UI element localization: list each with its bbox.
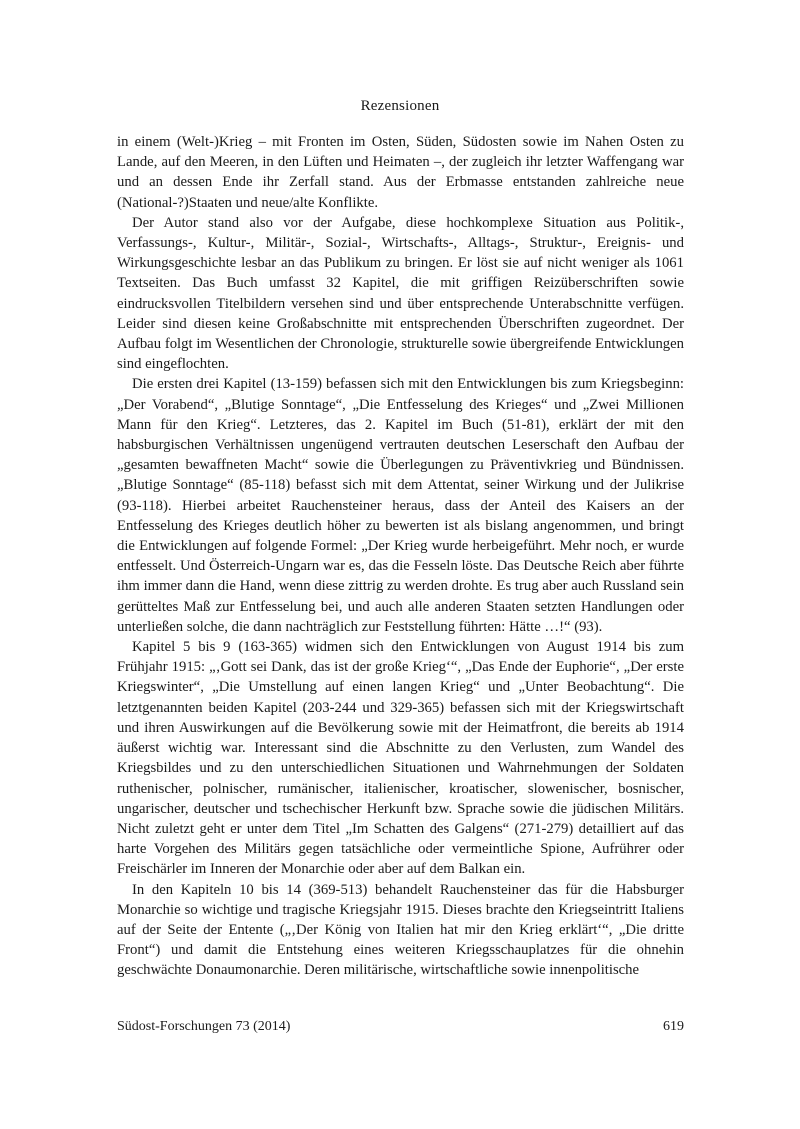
paragraph-4: Kapitel 5 bis 9 (163-365) widmen sich den Entwicklungen von August 1914 bis zum Frühjahr 1915: „‚Gott sei Dank, das ist der große Krieg‘“, „Das Ende der Euphorie“, „Der erste Kriegswinter“, „Die Umstellung auf einen langen Krieg“ und „Unter Beobachtung“. Die letztgenannten beiden Kapitel (203-244 und 329-365) befassen sich mit der Kriegswirtschaft und ihren Auswirkungen auf die Bevölkerung sowie mit der Heimatfront, die bereits ab 1914 äußerst wichtig war. Interessant sind die Abschnitte zu den Verlusten, zum Wandel des Kriegsbildes und zu den unterschiedlichen Situationen und Wahrnehmungen der Soldaten ruthenischer, polnischer, rumänischer, italienischer, kroatischer, slowenischer, bosnischer, ungarischer, deutscher und tschechischer Herkunft bzw. Sprache sowie die jüdischen Militärs. Nicht zuletzt geht er unter dem Titel „Im Schatten des Galgens“ (271-279) detailliert auf das harte Vorgehen des Militärs gegen tatsächliche oder vermeintliche Spione, Aufrührer oder Freischärler im Inneren der Monarchie oder aber auf dem Balkan ein. <box>117 639 684 878</box>
paragraph-1: in einem (Welt-)Krieg – mit Fronten im Osten, Süden, Südosten sowie im Nahen Osten zu Lande, auf den Meeren, in den Lüften und Heimaten –, der zugleich ihr letzter Waffengang war und an dessen Ende ihr Zerfall stand. Aus der Erbmasse entstanden zahlreiche neue (National-?)Staaten und neue/alte Konflikte. <box>117 134 684 211</box>
paragraph-3: Die ersten drei Kapitel (13-159) befassen sich mit den Entwicklungen bis zum Kriegsbeginn: „Der Vorabend“, „Blutige Sonntage“, „Die Entfesselung des Krieges“ und „Zwei Millionen Mann für den Krieg“. Letzteres, das 2. Kapitel im Buch (51-81), erklärt der mit den habsburgischen Verhältnissen ungenügend vertrauten deutschen Leserschaft den Aufbau der „gesamten bewaffneten Macht“ sowie die Überlegungen zu Präventivkrieg und Bündnissen. „Blutige Sonntage“ (85-118) befasst sich mit dem Attentat, seiner Wirkung und der Julikrise (93-118). Hierbei arbeitet Rauchensteiner heraus, dass der Anteil des Kaisers an der Entfesselung des Krieges deutlich höher zu bewerten ist als bislang angenommen, und bringt die Entwicklungen auf folgende Formel: „Der Krieg wurde herbeigeführt. Mehr noch, er wurde entfesselt. Und Österreich-Ungarn war es, das die Fesseln löste. Das Deutsche Reich aber führte ihm immer dann die Hand, wenn diese zittrig zu werden drohte. Es trug aber auch Russland sein gerütteltes Maß zur Entfesselung bei, und auch alle anderen Staaten setzten Handlungen oder unterließen solche, die dann nachträglich zur Feststellung führten: Hätte …!“ (93). <box>117 376 684 635</box>
running-header: Rezensionen <box>360 98 440 114</box>
page-footer <box>117 1019 684 1035</box>
body-text <box>117 132 684 981</box>
journal-citation: Südost-Forschungen 73 (2014) <box>117 1019 291 1034</box>
paragraph-2: Der Autor stand also vor der Aufgabe, diese hochkomplexe Situation aus Politik-, Verfassungs-, Kultur-, Militär-, Sozial-, Wirtschafts-, Alltags-, Struktur-, Ereignis- und Wirkungsgeschichte lesbar an das Publikum zu bringen. Er löst sie auf nicht weniger als 1061 Textseiten. Das Buch umfasst 32 Kapitel, die mit griffigen Reizüberschriften sowie eindrucksvollen Titelbildern versehen sind und über entsprechende Unterabschnitte verfügen. Leider sind diesen keine Großabschnitte mit entsprechenden Überschriften zugeordnet. Der Aufbau folgt im Wesentlichen der Chronologie, strukturelle sowie übergreifende Entwicklungen sind eingeflochten. <box>117 214 684 373</box>
paragraph-5: In den Kapiteln 10 bis 14 (369-513) behandelt Rauchensteiner das für die Habsburger Monarchie so wichtige und tragische Kriegsjahr 1915. Dieses brachte den Kriegseintritt Italiens auf der Seite der Entente („‚Der König von Italien hat mir den Krieg erklärt‘“, „Die dritte Front“) und damit die Entstehung eines weiteren Kriegsschauplatzes für die ohnehin geschwächte Donaumonarchie. Deren militärische, wirtschaftliche sowie innenpolitische <box>117 881 684 979</box>
page-number: 619 <box>663 1019 684 1034</box>
